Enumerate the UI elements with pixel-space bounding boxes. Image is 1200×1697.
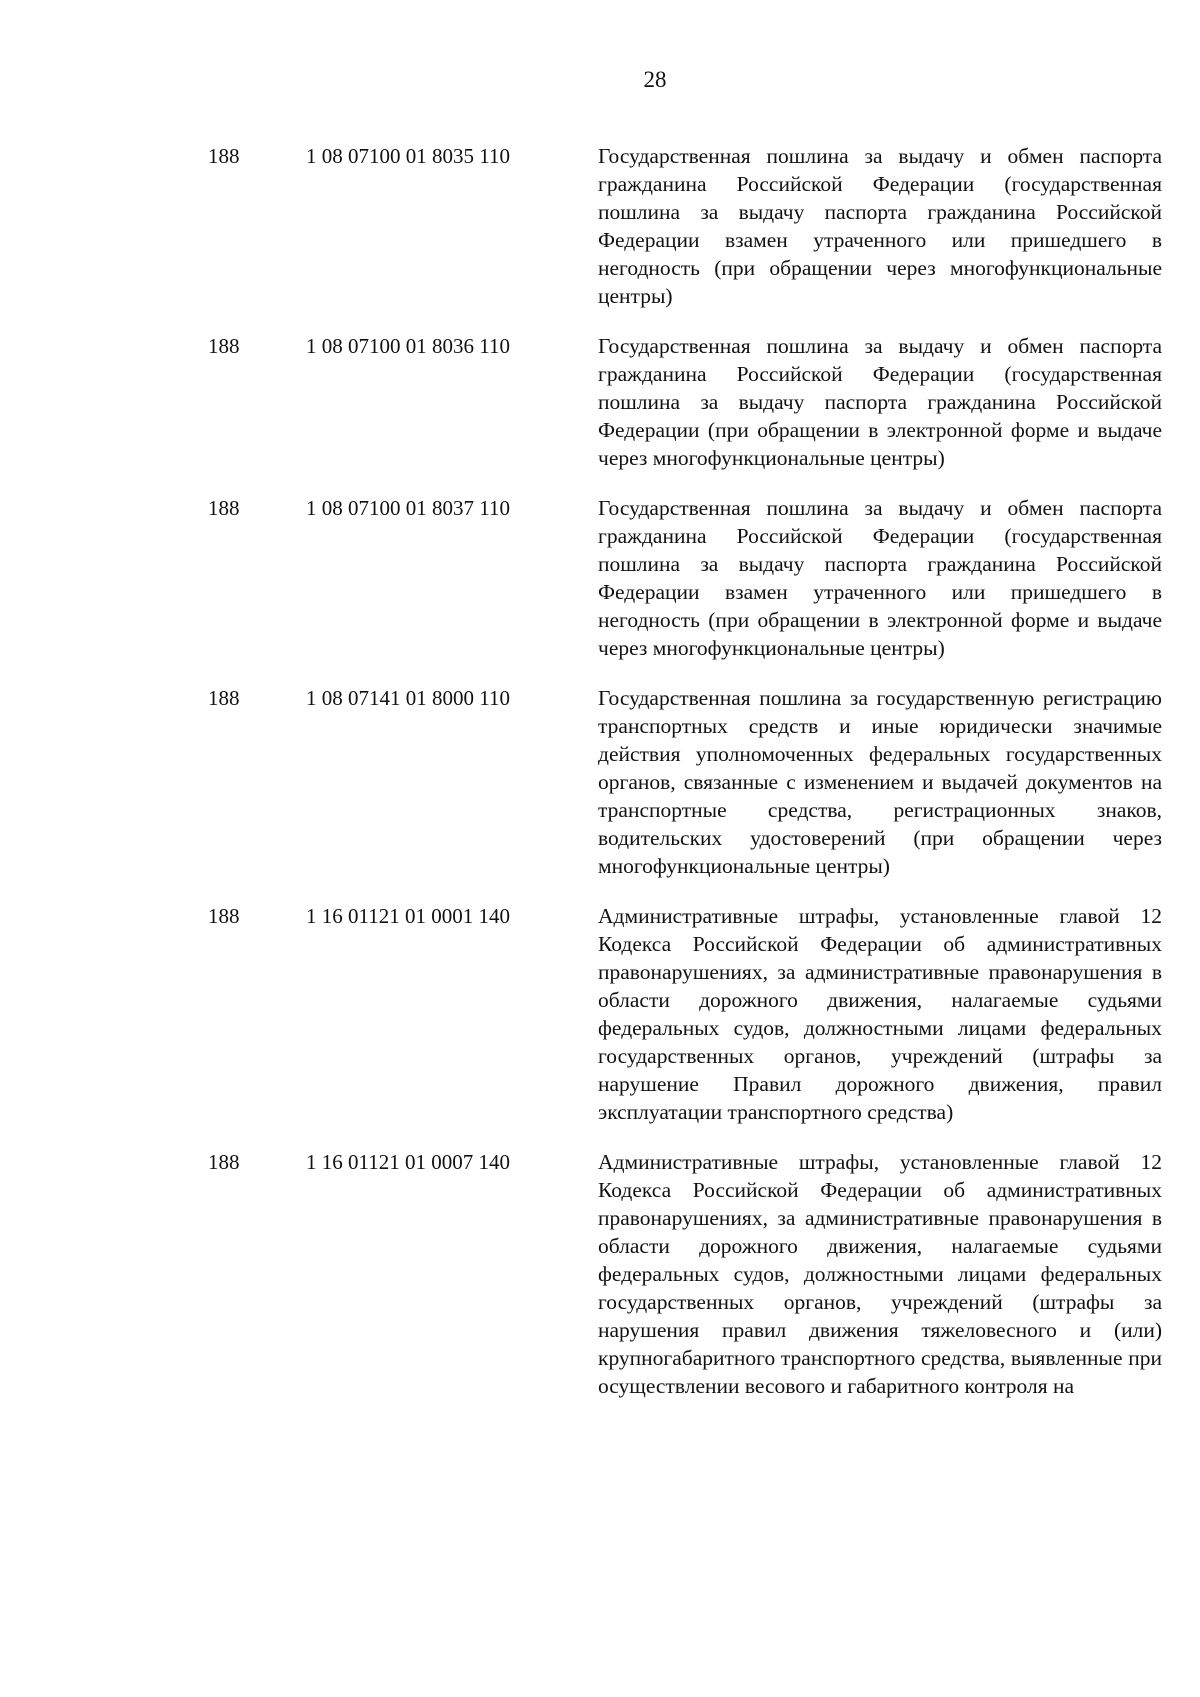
budget-classification-code: 1 08 07100 01 8036 110 [306, 334, 510, 358]
table-row [0, 684, 1200, 880]
budget-classification-code: 1 16 01121 01 0001 140 [306, 904, 510, 928]
revenue-description: Государственная пошлина за выдачу и обмен паспорта гражданина Российской Федерации (государственная пошлина за выдачу паспорта гражданина Российской Федерации (при обращении в электронной форме и выдаче через многофункциональные центры) [598, 334, 1162, 470]
revenue-code-table [0, 142, 1200, 1400]
revenue-description: Административные штрафы, установленные главой 12 Кодекса Российской Федерации об административных правонарушениях, за административные правонарушения в области дорожного движения, налагаемые судьями федеральных судов, должностными лицами федеральных государственных органов, учреждений (штрафы за нарушение Правил дорожного движения, правил эксплуатации транспортного средства) [598, 904, 1162, 1124]
page-number: 28 [643, 67, 667, 92]
administrator-code: 188 [208, 686, 240, 710]
revenue-description: Государственная пошлина за выдачу и обмен паспорта гражданина Российской Федерации (государственная пошлина за выдачу паспорта гражданина Российской Федерации взамен утраченного или пришедшего в негодность (при обращении через многофункциональные центры) [598, 144, 1162, 308]
table-row [0, 332, 1200, 472]
table-row [0, 494, 1200, 662]
budget-classification-code: 1 08 07100 01 8035 110 [306, 144, 510, 168]
table-row [0, 142, 1200, 310]
administrator-code: 188 [208, 1150, 240, 1174]
table-row [0, 1148, 1200, 1400]
administrator-code: 188 [208, 334, 240, 358]
table-row [0, 902, 1200, 1126]
administrator-code: 188 [208, 496, 240, 520]
budget-classification-code: 1 16 01121 01 0007 140 [306, 1150, 510, 1174]
budget-classification-code: 1 08 07100 01 8037 110 [306, 496, 510, 520]
administrator-code: 188 [208, 904, 240, 928]
revenue-description: Государственная пошлина за государственную регистрацию транспортных средств и иные юридически значимые действия уполномоченных федеральных государственных органов, связанные с изменением и выдачей документов на транспортные средства, регистрационных знаков, водительских удостоверений (при обращении через многофункциональные центры) [598, 686, 1162, 878]
revenue-description: Государственная пошлина за выдачу и обмен паспорта гражданина Российской Федерации (государственная пошлина за выдачу паспорта гражданина Российской Федерации взамен утраченного или пришедшего в негодность (при обращении в электронной форме и выдаче через многофункциональные центры) [598, 496, 1162, 660]
budget-classification-code: 1 08 07141 01 8000 110 [306, 686, 510, 710]
administrator-code: 188 [208, 144, 240, 168]
revenue-description: Административные штрафы, установленные главой 12 Кодекса Российской Федерации об административных правонарушениях, за административные правонарушения в области дорожного движения, налагаемые судьями федеральных судов, должностными лицами федеральных государственных органов, учреждений (штрафы за нарушения правил движения тяжеловесного и (или) крупногабаритного транспортного средства, выявленные при осуществлении весового и габаритного контроля на [598, 1150, 1162, 1398]
